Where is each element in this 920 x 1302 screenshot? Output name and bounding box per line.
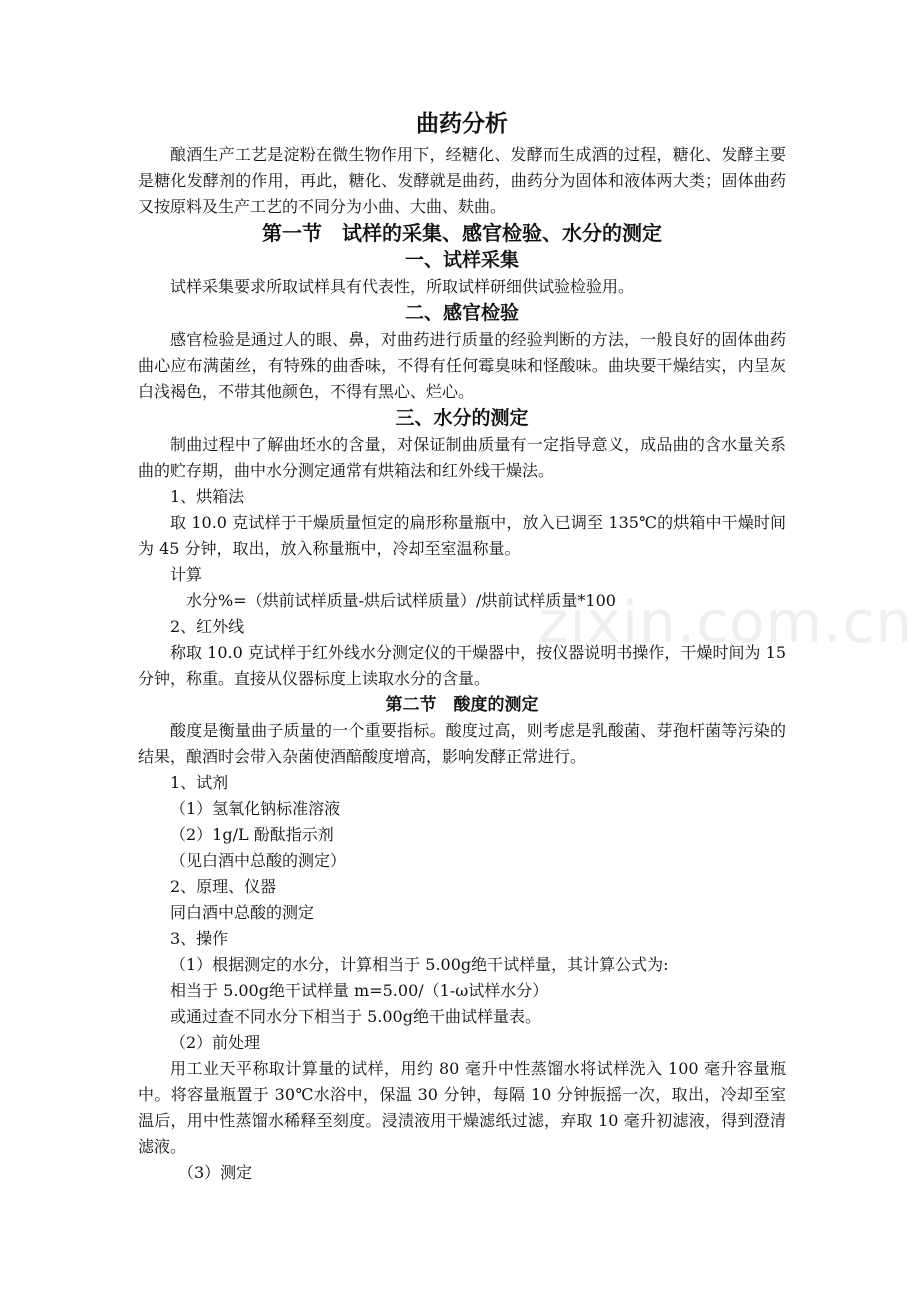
sub3-text: 制曲过程中了解曲坯水的含量，对保证制曲质量有一定指导意义，成品曲的含水量关系曲的贮存期，曲中水分测定通常有烘箱法和红外线干燥法。 <box>138 435 786 480</box>
sub3-heading: 三、水分的测定 <box>395 407 529 429</box>
operation-step-1-formula: 相当于 5.00g绝干试样量 m=5.00/（1-ω试样水分） <box>170 981 549 1000</box>
sub2-text: 感官检验是通过人的眼、鼻，对曲药进行质量的经验判断的方法，一般良好的固体曲药曲心应布满菌丝，有特殊的曲香味，不得有任何霉臭味和怪酸味。曲块要干燥结实，内呈灰白浅褐色，不带其他颜色，不得有黑心、烂心。 <box>138 330 786 401</box>
section2-heading: 第二节 酸度的测定 <box>385 695 539 715</box>
sub1-text: 试样采集要求所取试样具有代表性，所取试样研细供试验检验用。 <box>170 277 635 296</box>
method1-text: 取 10.0 克试样于干燥质量恒定的扁形称量瓶中，放入已调至 135℃的烘箱中干燥时间为 45 分钟，取出，放入称量瓶中，冷却至室温称量。 <box>138 513 786 558</box>
moisture-formula: 水分%=（烘前试样质量-烘后试样质量）/烘前试样质量*100 <box>186 591 616 610</box>
method2-text: 称取 10.0 克试样于红外线水分测定仪的干燥器中，按仪器说明书操作，干燥时间为 15 分钟，称重。直接从仪器标度上读取水分的含量。 <box>138 643 786 688</box>
operation-step-1-alt: 或通过查不同水分下相当于 5.00g绝干曲试样量表。 <box>170 1007 541 1026</box>
reagents-label: 1、试剂 <box>170 773 229 792</box>
operation-step-1: （1）根据测定的水分，计算相当于 5.00g绝干试样量，其计算公式为: <box>170 955 669 974</box>
intro-paragraph: 酿酒生产工艺是淀粉在微生物作用下，经糖化、发酵而生成酒的过程，糖化、发酵主要是糖化发酵剂的作用，再此，糖化、发酵就是曲药，曲药分为固体和液体两大类；固体曲药又按原料及生产工艺的不同分为小曲、大曲、麸曲。 <box>138 145 786 216</box>
sub1-heading: 一、试样采集 <box>404 249 519 271</box>
operation-step-2-label: （2）前处理 <box>170 1033 261 1052</box>
section1-heading: 第一节 试样的采集、感官检验、水分的测定 <box>262 221 662 245</box>
calc-label: 计算 <box>170 565 203 584</box>
section2-intro: 酸度是衡量曲子质量的一个重要指标。酸度过高，则考虑是乳酸菌、芽孢杆菌等污染的结果，酿酒时会带入杂菌使酒醅酸度增高，影响发酵正常进行。 <box>138 721 786 766</box>
document-title: 曲药分析 <box>416 111 508 137</box>
reagent-2: （2）1g/L 酚酞指示剂 <box>170 825 334 844</box>
reagent-1: （1）氢氧化钠标准溶液 <box>170 799 341 818</box>
watermark: zixin.com.cn <box>538 588 914 656</box>
principle-text: 同白酒中总酸的测定 <box>170 903 315 922</box>
reagent-note: （见白酒中总酸的测定） <box>170 851 347 870</box>
operation-label: 3、操作 <box>170 929 229 948</box>
document-body <box>138 106 786 1186</box>
operation-step-3-label: （3）测定 <box>178 1163 253 1182</box>
operation-step-2-text: 用工业天平称取计算量的试样，用约 80 毫升中性蒸馏水将试样洗入 100 毫升容量瓶中。将容量瓶置于 30℃水浴中，保温 30 分钟，每隔 10 分钟振摇一次，取出，冷却至室温后，用中性蒸馏水稀释至刻度。浸渍液用干燥滤纸过滤，弃取 10 毫升初滤液，得到澄清滤液。 <box>138 1059 786 1156</box>
method2-label: 2、红外线 <box>170 617 245 636</box>
method1-label: 1、烘箱法 <box>170 487 245 506</box>
principle-label: 2、原理、仪器 <box>170 877 277 896</box>
sub2-heading: 二、感官检验 <box>404 302 519 324</box>
